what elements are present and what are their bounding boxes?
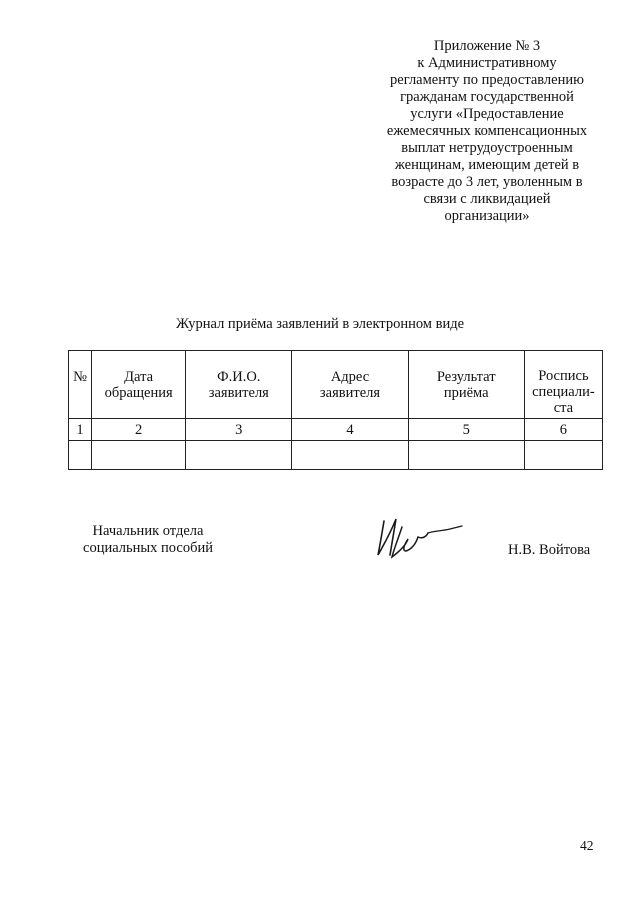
appendix-line: ежемесячных компенсационных xyxy=(386,123,588,139)
page-number: 42 xyxy=(580,838,594,853)
appendix-line: гражданам государственной xyxy=(400,89,574,105)
empty-cell xyxy=(524,441,602,470)
appendix-header xyxy=(372,38,602,225)
header-cell-address: Адрес заявителя xyxy=(292,351,408,419)
column-number-cell: 4 xyxy=(292,419,408,441)
appendix-line: выплат нетрудоустроенным xyxy=(401,140,573,156)
column-number-cell: 6 xyxy=(524,419,602,441)
empty-cell xyxy=(69,441,92,470)
header-cell-date: Дата обращения xyxy=(92,351,186,419)
journal-table xyxy=(68,350,603,470)
appendix-line: услуги «Предоставление xyxy=(410,106,564,122)
header-cell-fio: Ф.И.О. заявителя xyxy=(186,351,292,419)
column-number-cell: 1 xyxy=(69,419,92,441)
handwritten-signature xyxy=(372,515,464,566)
signer-position xyxy=(68,523,228,557)
appendix-line: организации» xyxy=(444,208,530,224)
column-number-cell: 5 xyxy=(408,419,524,441)
empty-cell xyxy=(292,441,408,470)
column-number-cell: 2 xyxy=(92,419,186,441)
signer-position-line: социальных пособий xyxy=(83,540,213,556)
appendix-line: женщинам, имеющим детей в xyxy=(394,157,580,173)
appendix-line: возрасте до 3 лет, уволенным в xyxy=(391,174,583,190)
signer-position-line: Начальник отдела xyxy=(92,523,204,539)
signature-scribble-icon xyxy=(372,515,464,561)
appendix-line: Приложение № 3 xyxy=(433,38,541,54)
appendix-line: к Административному xyxy=(417,55,557,71)
signer-name: Н.В. Войтова xyxy=(508,542,591,558)
header-cell-number: № xyxy=(69,351,92,419)
empty-cell xyxy=(92,441,186,470)
table-numbering-row xyxy=(69,419,603,441)
table-row xyxy=(69,441,603,470)
appendix-line: связи с ликвидацией xyxy=(423,191,551,207)
empty-cell xyxy=(186,441,292,470)
header-cell-result: Результат приёма xyxy=(408,351,524,419)
appendix-line: регламенту по предоставлению xyxy=(390,72,584,88)
table-header-row xyxy=(69,351,603,419)
column-number-cell: 3 xyxy=(186,419,292,441)
journal-title: Журнал приёма заявлений в электронном виде xyxy=(175,316,465,332)
empty-cell xyxy=(408,441,524,470)
header-cell-signature: Роспись специали- ста xyxy=(524,351,602,419)
